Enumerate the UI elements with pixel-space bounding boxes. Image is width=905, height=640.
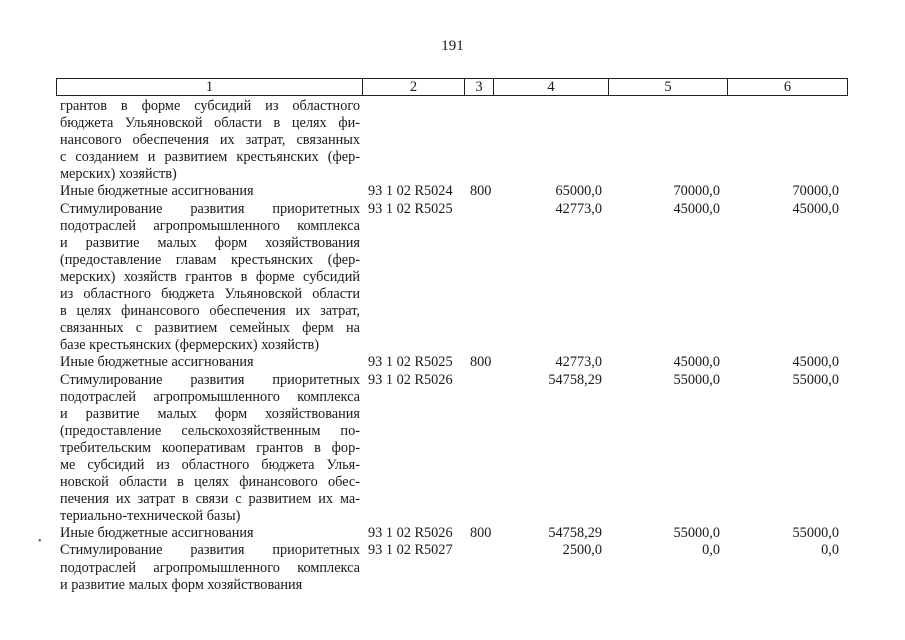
description-line: (предоставление сельскохозяйственным по- (60, 422, 360, 439)
header-col-2: 2 (363, 79, 465, 95)
row-description (60, 201, 360, 355)
row-value-5: 70000,0 (673, 183, 720, 200)
description-line: новской области в целях финансового обес- (60, 474, 360, 491)
description-line: грантов в форме субсидий из областного (60, 98, 360, 114)
description-line: бюджета Ульяновской области в целях фи- (60, 115, 360, 132)
row-value-6: 55000,0 (792, 371, 839, 388)
description-line: базе крестьянских (фермерских) хозяйств) (60, 337, 319, 354)
description-line: (предоставление главам крестьянских (фер- (60, 251, 360, 268)
row-value-4: 54758,29 (548, 525, 602, 542)
table-row (60, 183, 840, 200)
header-col-5: 5 (609, 79, 728, 95)
header-col-3: 3 (465, 79, 494, 95)
row-value-6: 55000,0 (792, 525, 839, 542)
row-value-4: 2500,0 (562, 542, 602, 559)
description-line: и развитие малых форм хозяйствования (60, 234, 360, 251)
row-type: 800 (470, 354, 492, 371)
description-line: Иные бюджетные ассигнования (60, 525, 254, 542)
description-line: мерских) хозяйств грантов в форме субсидий (60, 268, 360, 285)
description-line: Иные бюджетные ассигнования (60, 183, 254, 200)
header-col-1: 1 (57, 79, 363, 95)
description-line: подотраслей агропромышленного комплекса (60, 559, 360, 576)
page-number: 191 (441, 38, 464, 54)
description-line: подотраслей агропромышленного комплекса (60, 217, 360, 234)
row-type: 800 (470, 183, 492, 200)
row-value-5: 0,0 (702, 542, 720, 559)
scan-mark: • (38, 536, 42, 547)
table-body (60, 98, 840, 594)
row-code: 93 1 02 R5024 (368, 183, 453, 200)
row-code: 93 1 02 R5025 (368, 200, 453, 217)
description-line: Стимулирование развития приоритетных (60, 371, 360, 388)
table-header-row (56, 78, 848, 96)
row-description (60, 372, 360, 526)
table-row (60, 372, 840, 526)
description-line: мерских) хозяйств) (60, 166, 177, 183)
description-line: Иные бюджетные ассигнования (60, 354, 254, 371)
description-line: Стимулирование развития приоритетных (60, 542, 360, 559)
description-line: печения их затрат в связи с развитием их ма- (60, 491, 360, 508)
description-line: связанных с развитием семейных ферм на (60, 320, 360, 337)
description-line: из областного бюджета Ульяновской области (60, 286, 360, 303)
row-value-5: 55000,0 (673, 525, 720, 542)
table-row (60, 525, 840, 542)
row-description (60, 183, 360, 200)
table-row (60, 354, 840, 371)
description-line: подотраслей агропромышленного комплекса (60, 388, 360, 405)
row-description (60, 98, 360, 183)
row-value-4: 65000,0 (555, 183, 602, 200)
description-line: в целях финансового обеспечения их затрат, (60, 303, 360, 320)
table-row (60, 542, 840, 593)
description-line: Стимулирование развития приоритетных (60, 200, 360, 217)
description-line: и развитие малых форм хозяйствования (60, 576, 303, 593)
row-value-6: 70000,0 (792, 183, 839, 200)
row-description (60, 354, 360, 371)
row-code: 93 1 02 R5027 (368, 542, 453, 559)
row-value-4: 42773,0 (555, 200, 602, 217)
description-line: нансового обеспечения их затрат, связанных (60, 132, 360, 149)
header-col-6: 6 (783, 79, 792, 95)
row-code: 93 1 02 R5025 (368, 354, 453, 371)
row-code: 93 1 02 R5026 (368, 371, 453, 388)
header-col-4: 4 (494, 79, 609, 95)
row-value-6: 0,0 (821, 542, 839, 559)
row-description (60, 542, 360, 593)
row-value-4: 54758,29 (548, 371, 602, 388)
row-value-5: 45000,0 (673, 200, 720, 217)
row-value-6: 45000,0 (792, 354, 839, 371)
description-line: требительским кооперативам грантов в фор- (60, 439, 360, 456)
description-line: с созданием и развитием крестьянских (фер- (60, 149, 360, 166)
table-row (60, 98, 840, 183)
description-line: ме субсидий из областного бюджета Улья- (60, 456, 360, 473)
description-line: и развитие малых форм хозяйствования (60, 405, 360, 422)
table-row (60, 201, 840, 355)
row-value-6: 45000,0 (792, 200, 839, 217)
row-value-5: 45000,0 (673, 354, 720, 371)
row-description (60, 525, 360, 542)
row-code: 93 1 02 R5026 (368, 525, 453, 542)
description-line: териально-технической базы) (60, 508, 241, 525)
row-value-5: 55000,0 (673, 371, 720, 388)
row-value-4: 42773,0 (555, 354, 602, 371)
row-type: 800 (470, 525, 492, 542)
